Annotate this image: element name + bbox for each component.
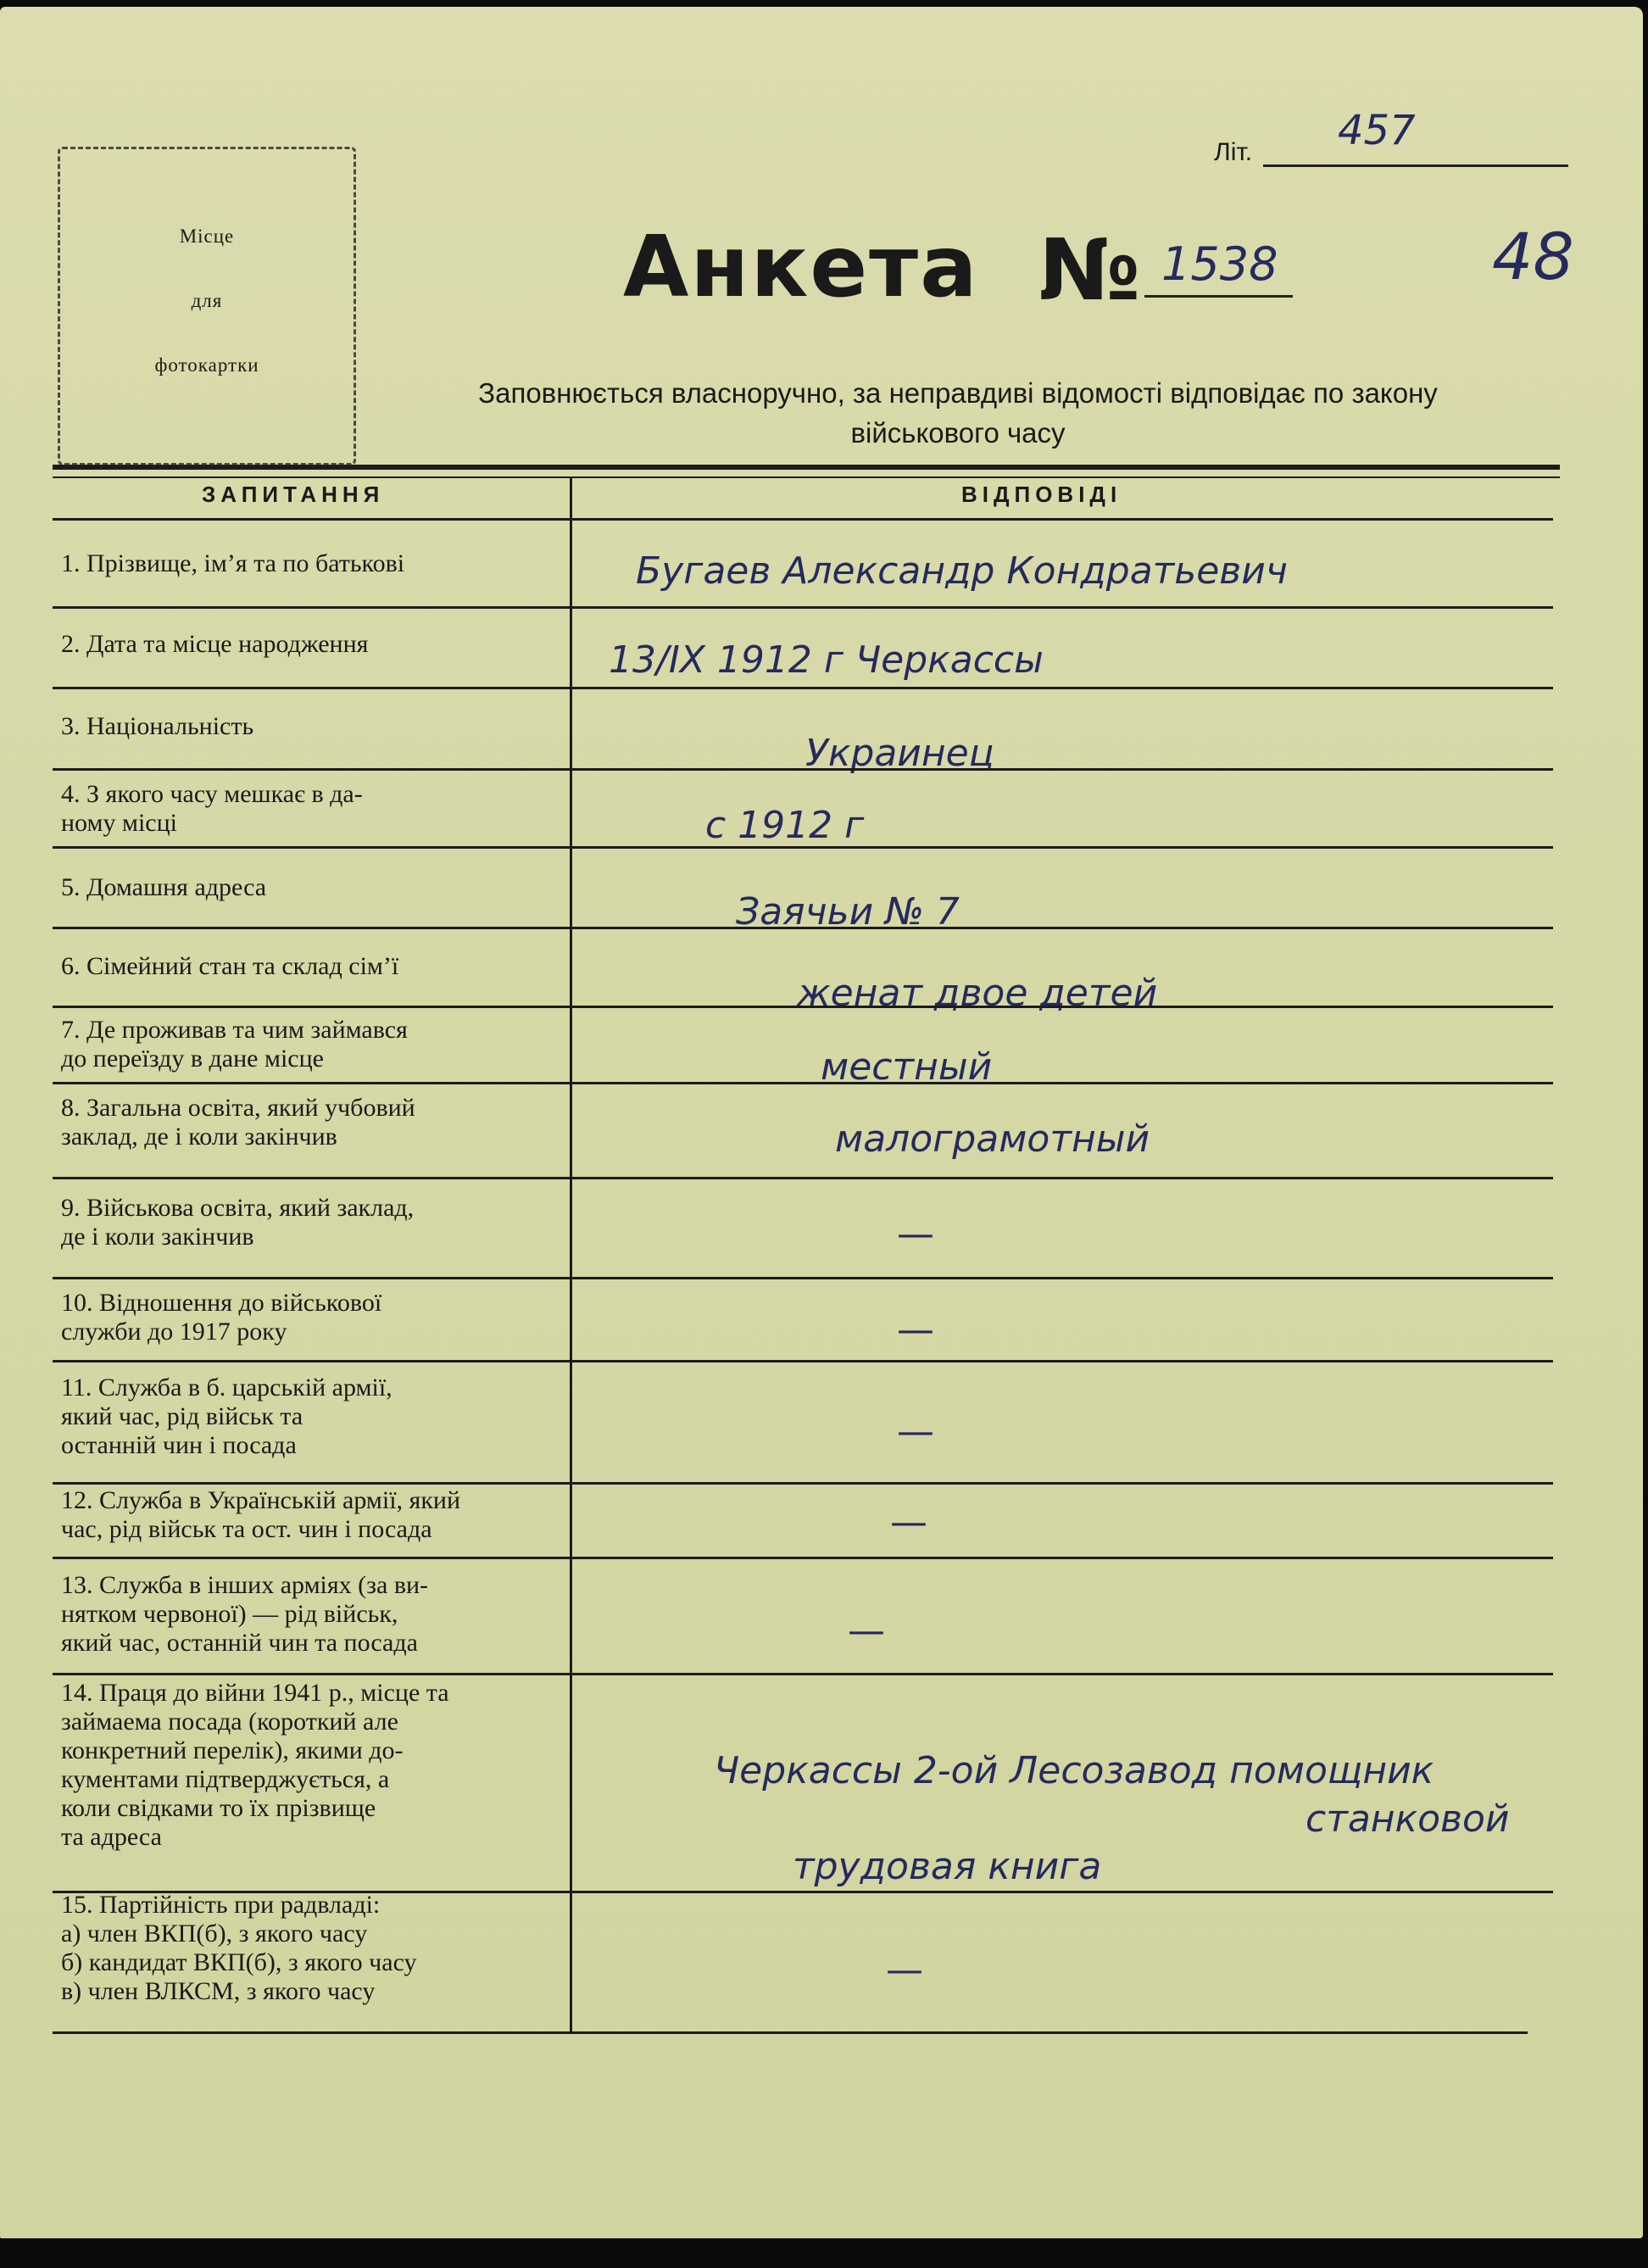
question-text: 6. Сімейний стан та склад сім’ї [61,952,399,980]
question-text: 7. Де проживав та чим займався [61,1016,408,1044]
row-divider [53,768,1553,771]
form-instruction-line: Заповнюється власноручно, за неправдиві відомості відповідає по закону [478,377,1438,409]
header-rule [53,465,1560,470]
answer-14-line: станковой [1306,1797,1510,1841]
question-text: коли свідками то їх прізвище [61,1794,376,1822]
corner-number: 48 [1492,219,1574,294]
question-5 [61,873,568,902]
answer-14-line: Черкассы 2-ой Лесозавод помощник [714,1749,1434,1792]
header-rule [53,476,1560,478]
question-1 [61,549,568,578]
questionnaire-sheet [0,7,1643,2238]
question-text: конкретний перелік), якими до- [61,1736,404,1764]
question-12 [61,1486,568,1544]
question-text: а) член ВКП(б), з якого часу [61,1920,368,1948]
question-text: ному місці [61,809,177,837]
photo-label-line: фотокартки [154,354,259,376]
form-number-underline [1144,295,1293,298]
lit-underline [1263,164,1568,167]
question-text: 14. Праця до війни 1941 р., місце та [61,1679,449,1707]
questions-column-header: ЗАПИТАННЯ [202,482,385,507]
form-number: 1538 [1161,237,1278,291]
row-divider [53,1082,1553,1084]
row-divider [53,927,1553,929]
question-text: 11. Служба в б. царській армії, [61,1374,393,1401]
question-8 [61,1094,568,1151]
answer-8: малограмотный [835,1117,1150,1161]
question-2 [61,630,568,659]
question-text: 1. Прізвище, ім’я та по батькові [61,549,405,577]
answer-1: Бугаев Александр Кондратьевич [636,549,1288,593]
question-text: де і коли закінчив [61,1223,254,1251]
photo-label-line: для [191,290,223,311]
question-text: в) член ВЛКСМ, з якого часу [61,1977,376,2005]
question-11 [61,1374,568,1460]
question-text: час, рід військ та ост. чин і посада [61,1515,432,1543]
answer-4: с 1912 г [705,804,865,847]
question-6 [61,952,568,981]
question-text: кументами підтверджується, а [61,1765,390,1793]
lit-value: 457 [1338,107,1416,154]
question-text: 8. Загальна освіта, який учбовий [61,1094,415,1122]
answer-5: Заячьи № 7 [736,890,960,933]
question-13 [61,1571,568,1658]
question-7 [61,1016,568,1073]
answer-9: — [897,1212,934,1256]
answer-15: — [886,1948,923,1992]
question-text: 5. Домашня адреса [61,873,267,901]
photo-label-line: Місце [179,226,235,247]
question-text: 9. Військова освіта, який заклад, [61,1194,415,1222]
column-divider [570,477,572,2033]
question-9 [61,1194,568,1251]
row-divider [53,2031,1528,2034]
form-instruction [373,373,1543,453]
question-4 [61,780,568,838]
number-sign: № [1038,220,1141,320]
question-15 [61,1891,568,2006]
lit-label: Літ. [1214,138,1253,166]
row-divider [53,1277,1553,1279]
row-divider [53,846,1553,849]
question-10 [61,1289,568,1346]
answer-14-line: трудовая книга [793,1845,1102,1888]
answer-3: Украинец [805,732,994,775]
row-divider [53,518,1553,521]
answers-column-header: ВІДПОВІДІ [961,482,1122,507]
answer-7: местный [821,1045,993,1089]
question-14 [61,1679,568,1852]
row-divider [53,1673,1553,1675]
answer-2: 13/IX 1912 г Черкассы [609,638,1044,682]
question-text: служби до 1917 року [61,1318,287,1346]
question-text: 2. Дата та місце народження [61,630,369,658]
row-divider [53,1177,1553,1179]
row-divider [53,606,1553,609]
question-text: до переїзду в дане місце [61,1045,324,1073]
question-text: заклад, де і коли закінчив [61,1123,337,1151]
row-divider [53,1006,1553,1008]
question-text: який час, останній чин та посада [61,1629,418,1657]
question-text: та адреса [61,1823,162,1851]
row-divider [53,687,1553,689]
question-text: останній чин і посада [61,1431,297,1459]
question-text: 3. Національність [61,712,254,740]
question-text: 4. З якого часу мешкає в да- [61,780,363,808]
question-text: який час, рід військ та [61,1402,303,1430]
question-text: 15. Партійність при радвладі: [61,1891,381,1919]
question-text: 10. Відношення до військової [61,1289,382,1317]
answer-10: — [897,1308,934,1351]
row-divider [53,1360,1553,1362]
question-3 [61,712,568,741]
form-title: Анкета [623,217,979,316]
answer-11: — [897,1410,934,1453]
question-text: 13. Служба в інших арміях (за ви- [61,1571,429,1599]
form-instruction-line: військового часу [850,417,1066,449]
question-text: нятком червоної) — рід військ, [61,1600,398,1628]
answer-12: — [890,1501,927,1544]
question-text: б) кандидат ВКП(б), з якого часу [61,1948,417,1976]
row-divider [53,1557,1553,1559]
answer-13: — [848,1609,885,1652]
answer-6: женат двое детей [797,972,1158,1015]
row-divider [53,1482,1553,1485]
question-text: займаема посада (короткий але [61,1708,398,1736]
question-text: 12. Служба в Українській армії, який [61,1486,461,1514]
